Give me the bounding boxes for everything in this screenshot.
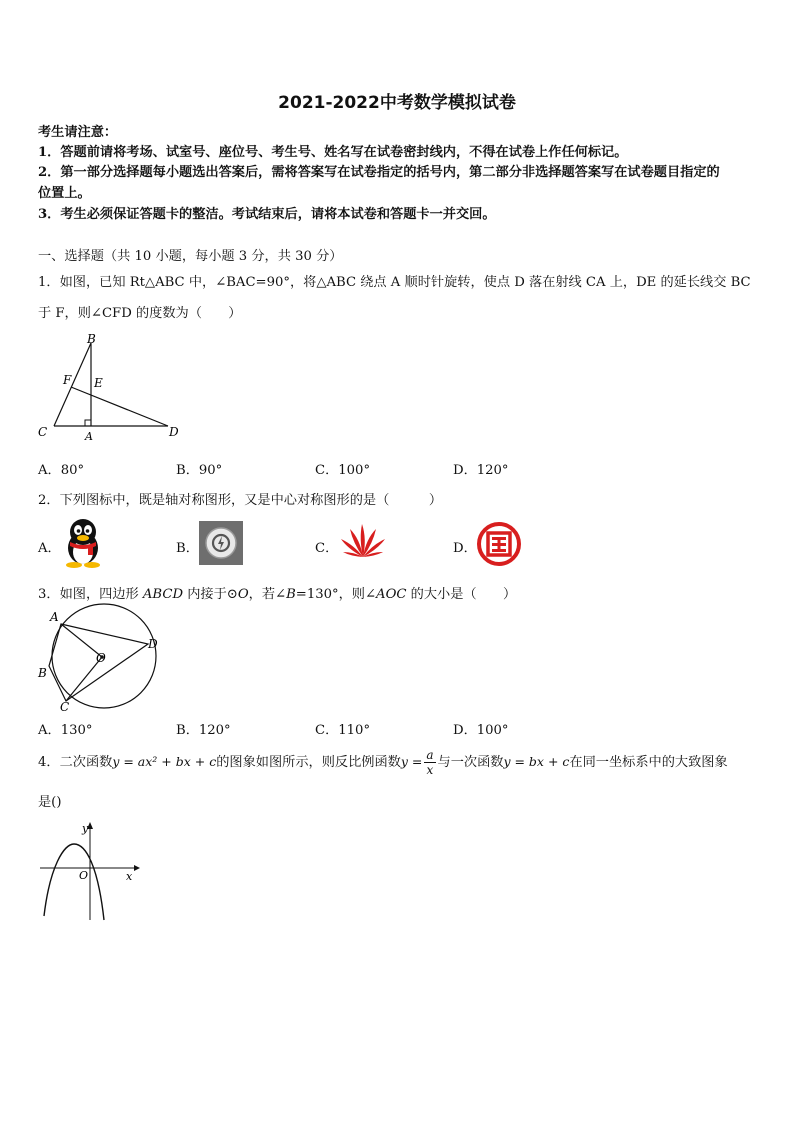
- flower-logo-icon: [338, 521, 388, 561]
- q3-circle-figure: [36, 603, 166, 713]
- q3-text-mid3: =130°，则∠: [295, 587, 377, 602]
- label-b: B: [87, 332, 96, 346]
- label-c: C: [60, 700, 70, 713]
- notice-item-3: 3．考生必须保证答题卡的整洁。考试结束后，请将本试卷和答题卡一并交回。: [38, 207, 496, 222]
- q2-option-d[interactable]: D．: [453, 541, 477, 556]
- q4-formula-linear: y = bx + c: [503, 754, 570, 769]
- notice-item-2-cont: 位置上。: [38, 186, 91, 201]
- bank-logo-icon: [476, 521, 522, 567]
- q4-text-line2: 是(): [38, 795, 62, 810]
- q3-text-mid1: 内接于⊙: [183, 587, 238, 602]
- label-d: D: [148, 637, 158, 651]
- label-y: y: [82, 822, 89, 835]
- label-x: x: [126, 870, 133, 883]
- q3-text-pre: 3．如图，四边形: [38, 587, 143, 602]
- page-title: 2021-2022中考数学模拟试卷: [278, 93, 516, 113]
- q3-option-a[interactable]: A．130°: [38, 723, 93, 738]
- q3-text-b: B: [286, 587, 296, 602]
- q3-option-d[interactable]: D．100°: [453, 723, 509, 738]
- q4-parabola-graph: [36, 816, 142, 924]
- q1-text-line2: 于 F，则∠CFD 的度数为（ ）: [38, 306, 242, 321]
- q1-option-d[interactable]: D．120°: [453, 463, 509, 478]
- notice-heading: 考生请注意：: [38, 125, 118, 140]
- segment-cb: [54, 343, 91, 426]
- q3-option-c[interactable]: C．110°: [315, 723, 371, 738]
- q3-text-post: 的大小是（ ）: [406, 587, 517, 602]
- label-origin: O: [79, 869, 89, 882]
- penguin-icon: [60, 517, 106, 569]
- q4-text-pre: 4．二次函数: [38, 755, 113, 770]
- q4-text-mid2: 与一次函数: [437, 755, 504, 770]
- label-a: A: [50, 610, 59, 624]
- q3-text-aoc: AOC: [376, 587, 407, 602]
- q4-fraction-numerator: a: [426, 748, 434, 762]
- q3-text: [38, 583, 516, 602]
- notice-item-1: 1．答题前请将考场、试室号、座位号、考生号、姓名写在试卷密封线内，不得在试卷上作任何标记。: [38, 145, 628, 160]
- q2-option-b[interactable]: B．: [176, 541, 199, 556]
- power-icon: [199, 521, 243, 565]
- label-b: B: [38, 666, 47, 680]
- q2-option-c[interactable]: C．: [315, 541, 339, 556]
- q1-option-b[interactable]: B．90°: [176, 463, 223, 478]
- notice-item-2: 2．第一部分选择题每小题选出答案后，需将答案写在试卷指定的括号内，第二部分非选择题答案写在试卷题目指定的: [38, 165, 720, 180]
- q4-text-mid1: 的图象如图所示，则反比例函数: [216, 755, 401, 770]
- q4-text: [38, 748, 728, 777]
- q4-fraction: [424, 748, 435, 777]
- label-a: A: [85, 430, 93, 443]
- q1-text-line1: 1．如图，已知 Rt△ABC 中，∠BAC=90°，将△ABC 绕点 A 顺时针旋转，使点 D 落在射线 CA 上，DE 的延长线交 BC: [38, 275, 751, 290]
- right-angle-mark: [85, 420, 91, 426]
- section-heading: 一、选择题（共 10 小题，每小题 3 分，共 30 分）: [38, 249, 343, 264]
- q3-option-b[interactable]: B．120°: [176, 723, 231, 738]
- q2-option-a[interactable]: A．: [38, 541, 61, 556]
- q4-formula-inverse-lhs: y =: [400, 754, 423, 769]
- q3-text-mid2: ，若∠: [248, 587, 287, 602]
- q1-triangle-figure: [36, 330, 184, 446]
- parabola-curve: [44, 844, 104, 920]
- q4-formula-quadratic: y = ax² + bx + c: [112, 754, 217, 769]
- label-c: C: [38, 425, 48, 439]
- x-axis-arrow: [134, 865, 140, 871]
- label-e: E: [94, 376, 103, 390]
- label-o: O: [96, 651, 106, 665]
- label-d: D: [169, 425, 179, 439]
- q1-option-a[interactable]: A．80°: [38, 463, 85, 478]
- q3-text-o: O: [237, 587, 249, 602]
- q1-option-c[interactable]: C．100°: [315, 463, 371, 478]
- q3-text-abcd: ABCD: [142, 587, 184, 602]
- q4-text-post: 在同一坐标系中的大致图象: [569, 755, 728, 770]
- q4-fraction-denominator: x: [426, 763, 434, 777]
- label-f: F: [63, 373, 72, 387]
- q2-text: 2．下列图标中，既是轴对称图形，又是中心对称图形的是（ ）: [38, 493, 443, 508]
